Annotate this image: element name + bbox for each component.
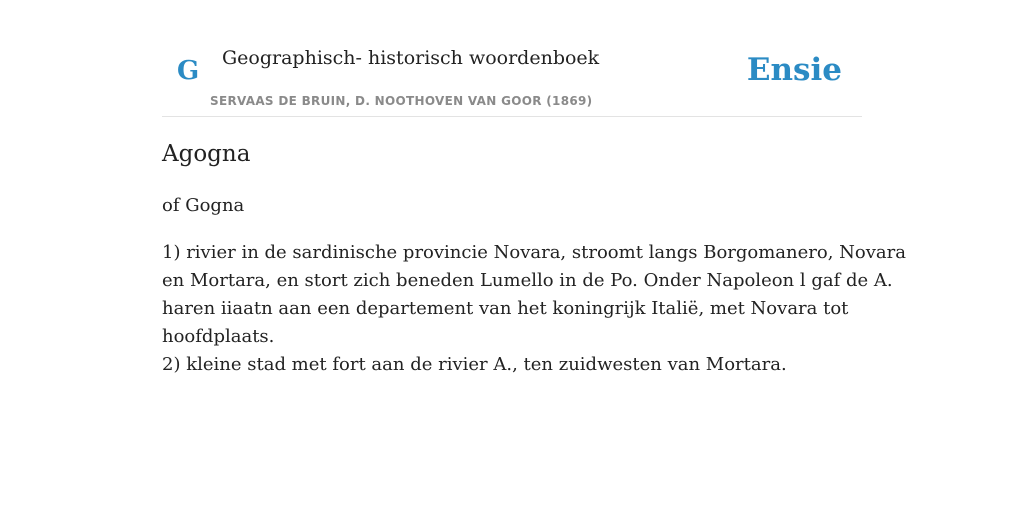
entry-alt-name: of Gogna <box>162 195 245 216</box>
book-logo-link[interactable]: G <box>177 56 200 86</box>
book-title[interactable]: Geographisch- historisch woordenboek <box>222 47 600 69</box>
definition-line: en Mortara, en stort zich beneden Lumello in de Po. Onder Napoleon l gaf de A. <box>162 270 893 291</box>
book-header <box>162 0 862 117</box>
entry-title: Agogna <box>162 141 251 167</box>
entry-definition <box>162 239 906 379</box>
ensie-logo-link[interactable]: Ensie <box>746 52 842 88</box>
book-authors: SERVAAS DE BRUIN, D. NOOTHOVEN VAN GOOR (1869) <box>210 94 593 108</box>
definition-line: 2) kleine stad met fort aan de rivier A., ten zuidwesten van Mortara. <box>162 354 787 375</box>
definition-line: 1) rivier in de sardinische provincie Novara, stroomt langs Borgomanero, Novara <box>162 242 906 263</box>
definition-line: hoofdplaats. <box>162 326 275 347</box>
definition-line: haren iiaatn aan een departement van het koningrijk Italië, met Novara tot <box>162 298 849 319</box>
